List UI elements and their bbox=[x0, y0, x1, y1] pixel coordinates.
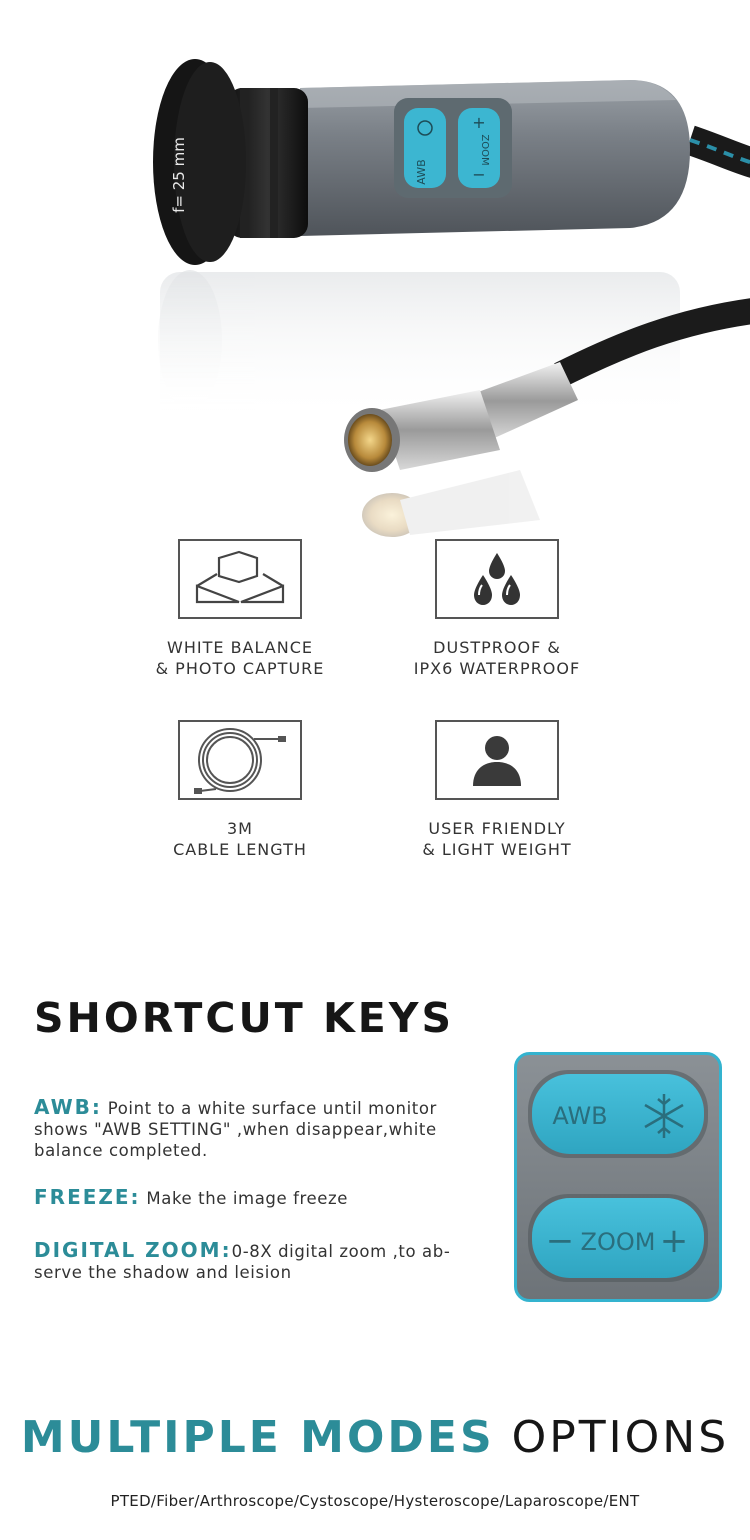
shortcut-label: AWB: bbox=[34, 1095, 102, 1119]
feature-caption-line1: USER FRIENDLY bbox=[428, 819, 566, 838]
svg-text:f= 25 mm: f= 25 mm bbox=[170, 137, 188, 213]
modes-title bbox=[0, 1412, 750, 1463]
feature-icon-box bbox=[435, 720, 559, 800]
feature-icon-box bbox=[178, 539, 302, 619]
modes-list: PTED/Fiber/Arthroscope/Cystoscope/Hysteroscope/Laparoscope/ENT bbox=[110, 1492, 640, 1510]
shortcut-description: Make the image freeze bbox=[146, 1189, 349, 1208]
cable-coil-icon bbox=[190, 725, 290, 795]
water-drops-icon bbox=[467, 549, 527, 609]
white-balance-icon bbox=[195, 550, 285, 608]
shortcut-awb bbox=[34, 1097, 474, 1161]
shortcut-freeze bbox=[34, 1187, 474, 1209]
camera-head-image bbox=[0, 0, 750, 540]
feature-icon-box bbox=[178, 720, 302, 800]
shortcut-description: Point to a white surface until monitor shows "AWB SETTING" ,when disappear,white balance completed. bbox=[34, 1099, 437, 1160]
shortcut-keys-title: SHORTCUT KEYS bbox=[34, 994, 455, 1042]
shortcut-label: DIGITAL ZOOM: bbox=[34, 1238, 232, 1262]
modes-title-light: OPTIONS bbox=[511, 1412, 730, 1463]
svg-text:AWB: AWB bbox=[415, 159, 428, 185]
zoom-plus: + bbox=[659, 1221, 689, 1261]
zoom-minus: − bbox=[545, 1221, 575, 1261]
feature-caption-line2: & LIGHT WEIGHT bbox=[422, 840, 572, 859]
shortcut-digital-zoom bbox=[34, 1240, 474, 1283]
feature-caption-line2: CABLE LENGTH bbox=[173, 840, 307, 859]
user-icon bbox=[469, 732, 525, 788]
feature-caption-line2: IPX6 WATERPROOF bbox=[413, 659, 581, 678]
feature-user-friendly bbox=[387, 720, 607, 860]
svg-text:ZOOM: ZOOM bbox=[580, 1228, 656, 1256]
modes-title-bold: MULTIPLE MODES bbox=[20, 1412, 495, 1463]
feature-caption-line2: & PHOTO CAPTURE bbox=[155, 659, 325, 678]
feature-icon-box bbox=[435, 539, 559, 619]
svg-text:+: + bbox=[472, 113, 486, 132]
svg-text:ZOOM: ZOOM bbox=[479, 134, 490, 166]
shortcut-description: 0-8X digital zoom ,to ab-serve the shadow and leision bbox=[34, 1242, 451, 1282]
svg-text:−: − bbox=[472, 165, 486, 184]
keypad-closeup bbox=[514, 1052, 722, 1302]
feature-cable-length bbox=[130, 720, 350, 860]
feature-caption-line1: WHITE BALANCE bbox=[167, 638, 313, 657]
feature-waterproof bbox=[387, 539, 607, 679]
svg-text:AWB: AWB bbox=[552, 1102, 608, 1130]
feature-caption-line1: DUSTPROOF & bbox=[433, 638, 561, 657]
feature-white-balance bbox=[130, 539, 350, 679]
feature-caption-line1: 3M bbox=[227, 819, 253, 838]
shortcut-label: FREEZE: bbox=[34, 1185, 141, 1209]
